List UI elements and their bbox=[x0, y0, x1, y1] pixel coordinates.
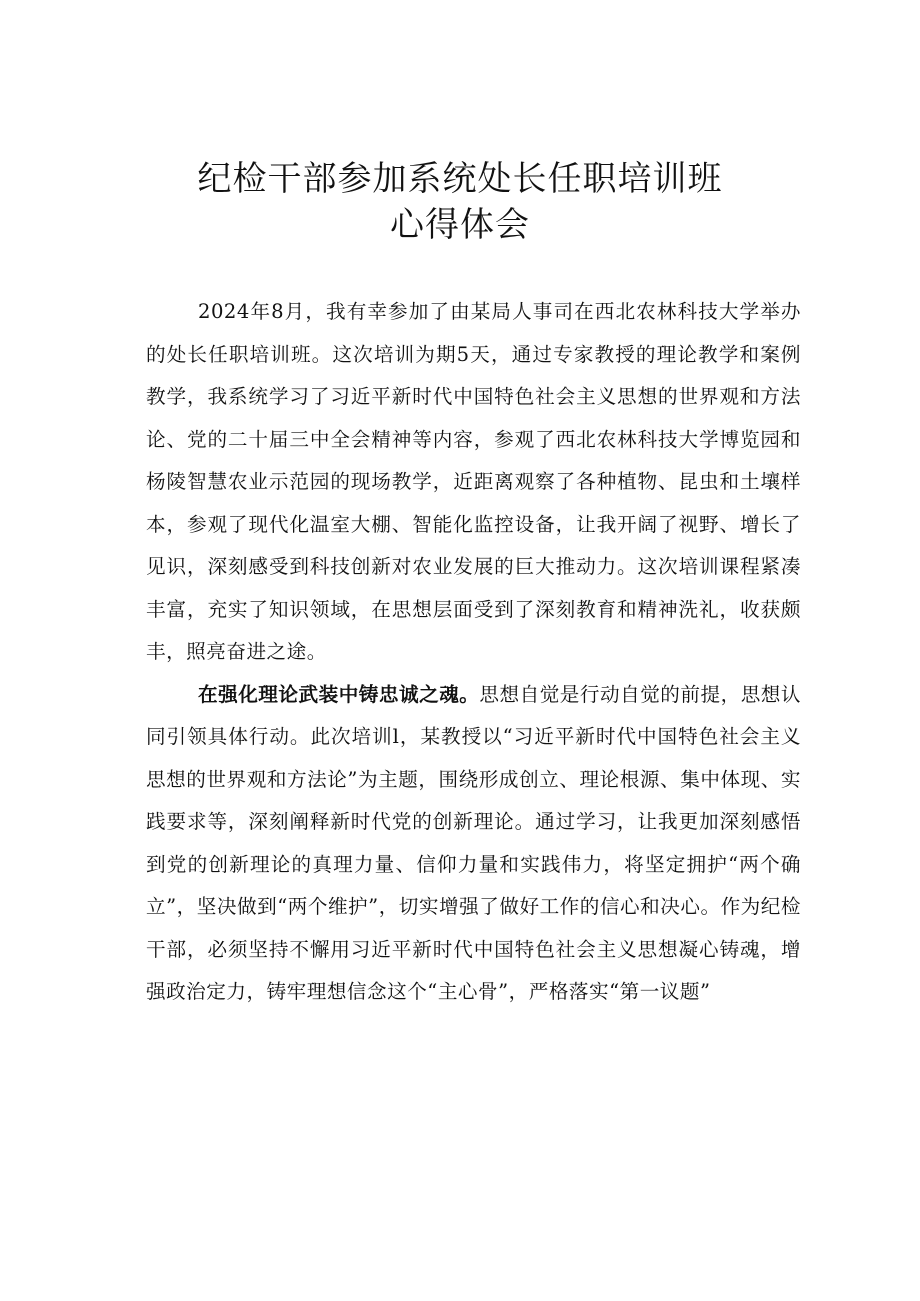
paragraph-1: 2024年8月，我有幸参加了由某局人事司在西北农林科技大学举办的处长任职培训班。这次培训为期5天，通过专家教授的理论教学和案例教学，我系统学习了习近平新时代中国特色社会主义思想的世界观和方法论、党的二十届三中全会精神等内容，参观了西北农林科技大学博览园和杨陵智慧农业示范园的现场教学，近距离观察了各种植物、昆虫和土壤样本，参观了现代化温室大棚、智能化监控设备，让我开阔了视野、增长了见识，深刻感受到科技创新对农业发展的巨大推动力。这次培训课程紧凑丰富，充实了知识领域，在思想层面受到了深刻教育和精神洗礼，收获颇丰，照亮奋进之途。 bbox=[146, 300, 801, 663]
title-line-1: 纪检干部参加系统处长任职培训班 bbox=[197, 159, 723, 199]
paragraph-2-lead: 在强化理论武装中铸忠诚之魂。 bbox=[198, 682, 480, 706]
paragraph-2 bbox=[146, 674, 801, 1014]
document-title bbox=[0, 156, 920, 248]
document-body bbox=[146, 291, 801, 1014]
paragraph-2-body: 思想自觉是行动自觉的前提，思想认同引领具体行动。此次培训l，某教授以“习近平新时代中国特色社会主义思想的世界观和方法论”为主题，围绕形成创立、理论根源、集中体现、实践要求等，深刻阐释新时代党的创新理论。通过学习，让我更加深刻感悟到党的创新理论的真理力量、信仰力量和实践伟力，将坚定拥护“两个确立”，坚决做到“两个维护”，切实增强了做好工作的信心和决心。作为纪检干部，必须坚持不懈用习近平新时代中国特色社会主义思想凝心铸魂，增强政治定力，铸牢理想信念这个“主心骨”，严格落实“第一议题” bbox=[146, 682, 802, 1003]
title-line-2: 心得体会 bbox=[390, 205, 530, 245]
